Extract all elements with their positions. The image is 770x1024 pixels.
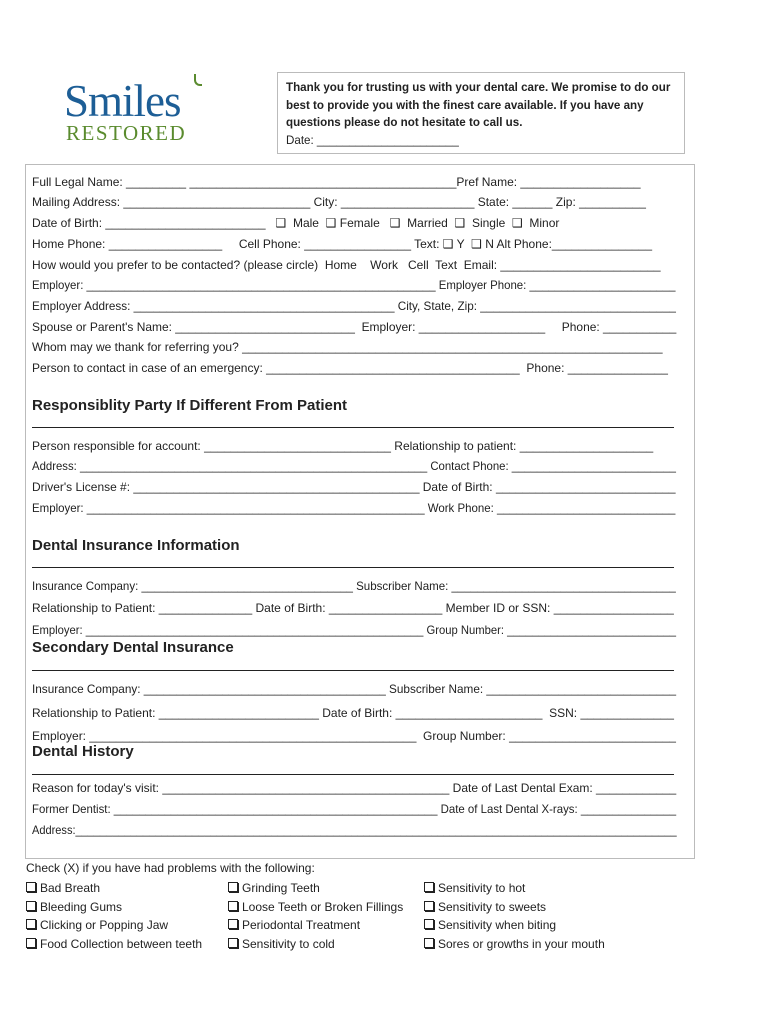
checkbox-sensitivity-sweets[interactable]: Sensitivity to sweets	[424, 899, 546, 915]
checkbox-icon[interactable]	[228, 919, 238, 929]
former-dentist-line[interactable]: Former Dentist: ___________________________________________________ Date of Last Dental X-rays: _______________	[32, 802, 677, 816]
employer-address-line[interactable]: Employer Address: ________________________________________ City, State, Zip: ______________________________	[32, 299, 676, 313]
responsible-person-line[interactable]: Person responsible for account: ____________________________ Relationship to patient: ____________________	[32, 439, 654, 453]
drivers-license-line[interactable]: Driver's License #: ___________________________________________ Date of Birth: ___________________________	[32, 480, 676, 494]
checkbox-icon[interactable]	[228, 901, 238, 911]
checkbox-icon[interactable]	[424, 882, 434, 892]
checkbox-bad-breath[interactable]: Bad Breath	[26, 880, 100, 896]
full-legal-name-line[interactable]: Full Legal Name: _________ ________________________________________Pref Name: __________________	[32, 175, 641, 189]
responsible-address-line[interactable]: Address: _______________________________________________________ Contact Phone: __________________________	[32, 459, 676, 473]
dental-history-section-title: Dental History	[32, 743, 134, 760]
referral-line[interactable]: Whom may we thank for referring you? _______________________________________________________________	[32, 340, 663, 354]
checkbox-grinding-teeth[interactable]: Grinding Teeth	[228, 880, 320, 896]
checklist-title: Check (X) if you have had problems with the following:	[26, 861, 315, 875]
checkbox-food-collection[interactable]: Food Collection between teeth	[26, 936, 202, 952]
logo-text-smiles: Smiles	[64, 76, 181, 126]
responsible-employer-line[interactable]: Employer: _____________________________________________________ Work Phone: ____________________________	[32, 501, 676, 515]
checkbox-clicking-jaw[interactable]: Clicking or Popping Jaw	[26, 917, 168, 933]
emergency-contact-line[interactable]: Person to contact in case of an emergency: ______________________________________ Phone: _______________	[32, 361, 668, 375]
date-of-birth-line[interactable]: Date of Birth: ________________________ ❑ Male ❑ Female ❑ Married ❑ Single ❑ Minor	[32, 216, 560, 230]
checkbox-bleeding-gums[interactable]: Bleeding Gums	[26, 899, 122, 915]
reason-for-visit-line[interactable]: Reason for today's visit: ___________________________________________ Date of Last Dental Exam: ____________	[32, 781, 677, 795]
smiles-restored-logo	[64, 74, 224, 146]
responsibility-section-title: Responsiblity Party If Different From Patient	[32, 397, 348, 414]
mailing-address-line[interactable]: Mailing Address: ____________________________ City: ____________________ State: ______ Zip: __________	[32, 195, 646, 209]
intro-text: Thank you for trusting us with your dental care. We promise to do our best to provide you with the finest care available. If you have any questions please do not hesitate to call us.	[286, 81, 671, 129]
insurance-relationship-line[interactable]: Relationship to Patient: ______________ Date of Birth: _________________ Member ID or SSN: __________________	[32, 601, 674, 615]
checkbox-icon[interactable]	[26, 901, 36, 911]
insurance-company-line[interactable]: Insurance Company: _________________________________ Subscriber Name: ___________________________________	[32, 579, 676, 593]
checkbox-icon[interactable]	[228, 938, 238, 948]
checkbox-sores-growths[interactable]: Sores or growths in your mouth	[424, 936, 605, 952]
secondary-employer-line[interactable]: Employer: _________________________________________________ Group Number: _________________________	[32, 729, 676, 743]
logo-accent-mark	[194, 74, 202, 86]
checkbox-sensitivity-hot[interactable]: Sensitivity to hot	[424, 880, 525, 896]
checkbox-icon[interactable]	[26, 938, 36, 948]
secondary-insurance-section-title: Secondary Dental Insurance	[32, 639, 234, 656]
secondary-insurance-company-line[interactable]: Insurance Company: _____________________________________ Subscriber Name: _____________________________	[32, 682, 677, 696]
contact-preference-line[interactable]: How would you prefer to be contacted? (please circle) Home Work Cell Text Email: ________________________	[32, 258, 661, 272]
checkbox-loose-teeth[interactable]: Loose Teeth or Broken Fillings	[228, 899, 403, 915]
section-divider	[32, 427, 674, 428]
checkbox-periodontal[interactable]: Periodontal Treatment	[228, 917, 360, 933]
checkbox-icon[interactable]	[424, 919, 434, 929]
home-phone-line[interactable]: Home Phone: _________________ Cell Phone: ________________ Text: ❑ Y ❑ N Alt Phone:_______________	[32, 237, 653, 251]
date-field[interactable]: Date: ______________________	[286, 133, 459, 147]
checkbox-icon[interactable]	[26, 882, 36, 892]
checkbox-icon[interactable]	[26, 919, 36, 929]
insurance-section-title: Dental Insurance Information	[32, 537, 240, 554]
intro-box	[277, 72, 685, 154]
checkbox-icon[interactable]	[424, 901, 434, 911]
checkbox-icon[interactable]	[424, 938, 434, 948]
section-divider	[32, 670, 674, 671]
spouse-parent-line[interactable]: Spouse or Parent's Name: ___________________________ Employer: ___________________ Phone: ___________	[32, 320, 677, 334]
section-divider	[32, 774, 674, 775]
insurance-employer-line[interactable]: Employer: ______________________________________________________ Group Number: ___________________________	[32, 623, 677, 637]
logo-text-restored: RESTORED	[66, 121, 187, 145]
checkbox-icon[interactable]	[228, 882, 238, 892]
employer-line[interactable]: Employer: _______________________________________________________ Employer Phone: _______________________	[32, 278, 676, 292]
dentist-address-line[interactable]: Address:__________________________________________________________________________________________________	[32, 823, 677, 837]
secondary-relationship-line[interactable]: Relationship to Patient: ________________________ Date of Birth: ______________________ SSN: ______________	[32, 706, 674, 720]
checkbox-sensitivity-cold[interactable]: Sensitivity to cold	[228, 936, 335, 952]
checkbox-sensitivity-biting[interactable]: Sensitivity when biting	[424, 917, 556, 933]
section-divider	[32, 567, 674, 568]
